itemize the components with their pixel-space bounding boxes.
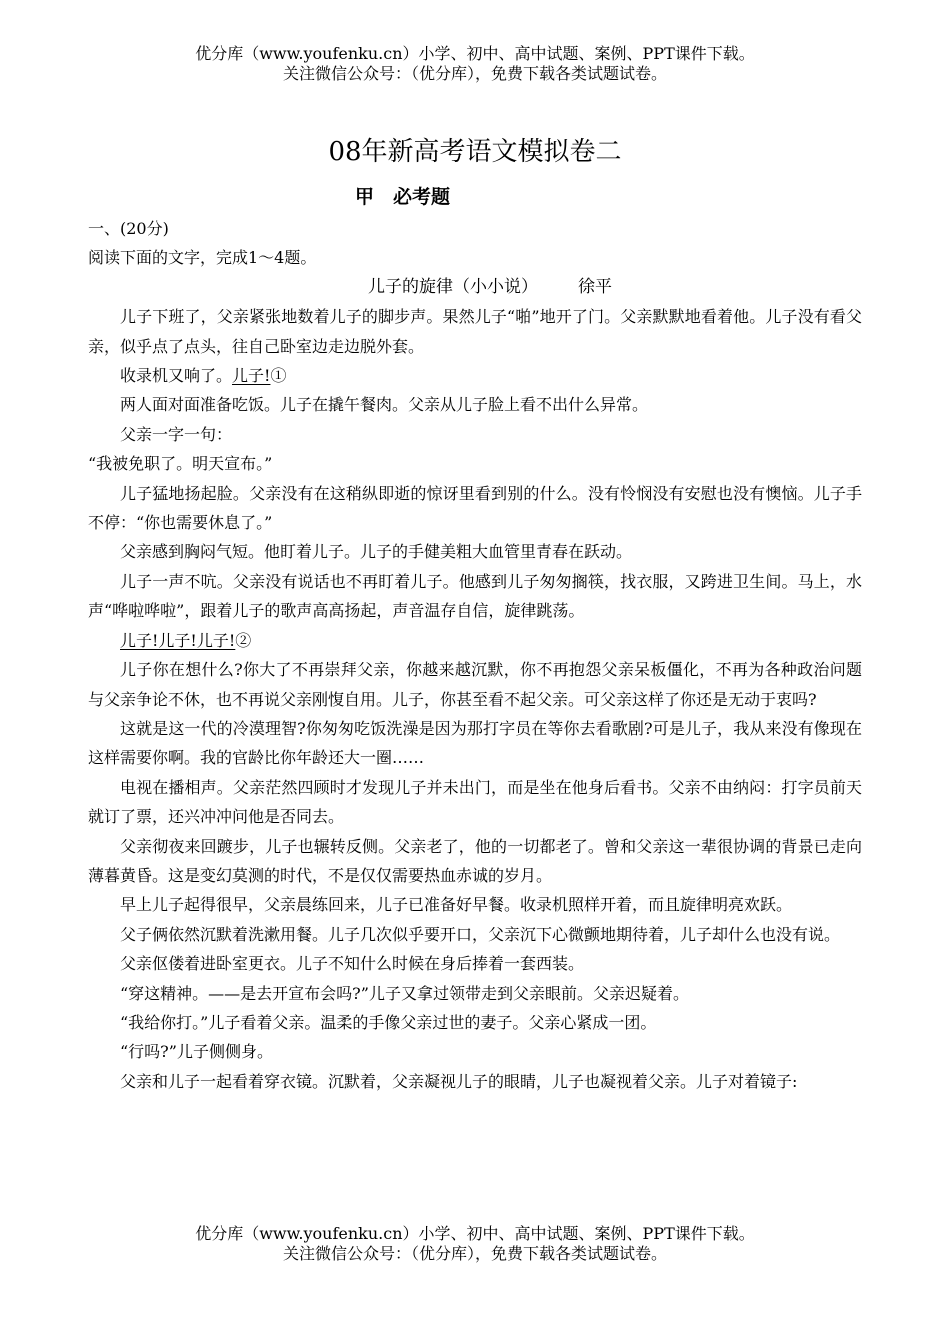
paragraph: 儿子下班了，父亲紧张地数着儿子的脚步声。果然儿子“啪”地开了门。父亲默默地看着他。儿子没有看父亲，似乎点了点头，往自己卧室边走边脱外套。 — [88, 307, 862, 356]
underlined-phrase: 儿子!儿子!儿子! — [120, 630, 236, 650]
footer-line-1: 优分库（www.youfenku.cn）小学、初中、高中试题、案例、PPT课件下载。 — [195, 1224, 755, 1243]
page-footer — [0, 1224, 950, 1264]
paragraph: 早上儿子起得很早，父亲晨练回来，儿子已准备好早餐。收录机照样开着，而且旋律明亮欢跃。 — [120, 895, 793, 915]
paragraph: 父亲感到胸闷气短。他盯着儿子。儿子的手健美粗大血管里青春在跃动。 — [120, 542, 633, 562]
annotation-mark: ① — [270, 366, 287, 386]
annotation-mark: ② — [235, 630, 252, 650]
paragraph: 这就是这一代的冷漠理智?你匆匆吃饭洗澡是因为那打字员在等你去看歌剧?可是儿子，我从来没有像现在这样需要你啊。我的官龄比你年龄还大一圈…… — [88, 718, 862, 768]
page-title: 08年新高考语文模拟卷二 — [328, 137, 622, 167]
story-author: 徐平 — [578, 276, 612, 297]
question-section-label: 一、(20分) — [88, 219, 169, 238]
paragraph: 父亲和儿子一起看着穿衣镜。沉默着，父亲凝视儿子的眼睛，儿子也凝视着父亲。儿子对着镜子: — [120, 1071, 798, 1091]
paragraph: 两人面对面准备吃饭。儿子在撬午餐肉。父亲从儿子脸上看不出什么异常。 — [120, 395, 649, 415]
paragraph: “行吗?”儿子侧侧身。 — [120, 1042, 273, 1062]
paragraph: “我给你打。”儿子看着父亲。温柔的手像父亲过世的妻子。父亲心紧成一团。 — [120, 1012, 657, 1032]
paragraph: 儿子猛地扬起脸。父亲没有在这稍纵即逝的惊讶里看到别的什么。没有怜悯没有安慰也没有懊恼。儿子手不停：“你也需要休息了。” — [88, 483, 862, 533]
paragraph: “穿这精神。——是去开宣布会吗?”儿子又拿过领带走到父亲眼前。父亲迟疑着。 — [120, 983, 689, 1003]
paragraph-text: 收录机又响了。 — [120, 366, 233, 386]
footer-line-2: 关注微信公众号：（优分库），免费下载各类试题试卷。 — [282, 1244, 667, 1263]
paragraph: 儿子一声不吭。父亲没有说话也不再盯着儿子。他感到儿子匆匆搁筷，找衣服，又跨进卫生间。马上，水声“哗啦哗啦”，跟着儿子的歌声高高扬起，声音温存自信，旋律跳荡。 — [88, 571, 862, 621]
document-body — [88, 214, 862, 1096]
paragraph: 父亲彻夜来回踱步，儿子也辗转反侧。父亲老了，他的一切都老了。曾和父亲这一辈很协调的背景已走向薄暮黄昏。这是变幻莫测的时代，不是仅仅需要热血赤诚的岁月。 — [88, 836, 862, 885]
header-line-2: 关注微信公众号：（优分库），免费下载各类试题试卷。 — [282, 64, 667, 83]
paragraph: 电视在播相声。父亲茫然四顾时才发现儿子并未出门，而是坐在他身后看书。父亲不由纳闷：打字员前天就订了票，还兴冲冲问他是否同去。 — [88, 777, 862, 827]
paragraph: 儿子你在想什么?你大了不再崇拜父亲，你越来越沉默，你不再抱怨父亲呆板僵化，不再为各种政治问题与父亲争论不休，也不再说父亲刚愎自用。儿子，你甚至看不起父亲。可父亲这样了你还是无动于衷吗? — [88, 660, 862, 709]
paragraph — [88, 626, 862, 655]
instruction-text: 阅读下面的文字，完成1～4题。 — [88, 248, 317, 268]
paragraph: 父子俩依然沉默着洗漱用餐。儿子几次似乎要开口，父亲沉下心微颤地期待着，儿子却什么也没有说。 — [120, 924, 841, 944]
paragraph: 父亲一字一句： — [120, 424, 233, 444]
underlined-phrase: 儿子! — [232, 366, 271, 386]
page-header — [0, 44, 950, 84]
paragraph: “我被免职了。明天宣布。” — [88, 454, 273, 474]
section-heading: 甲 必考题 — [354, 186, 450, 208]
story-heading — [88, 273, 862, 302]
story-title: 儿子的旋律（小小说） — [368, 276, 538, 297]
paragraph: 父亲伛偻着进卧室更衣。儿子不知什么时候在身后捧着一套西装。 — [120, 954, 585, 974]
header-line-1: 优分库（www.youfenku.cn）小学、初中、高中试题、案例、PPT课件下载。 — [195, 44, 755, 63]
paragraph — [88, 361, 862, 390]
